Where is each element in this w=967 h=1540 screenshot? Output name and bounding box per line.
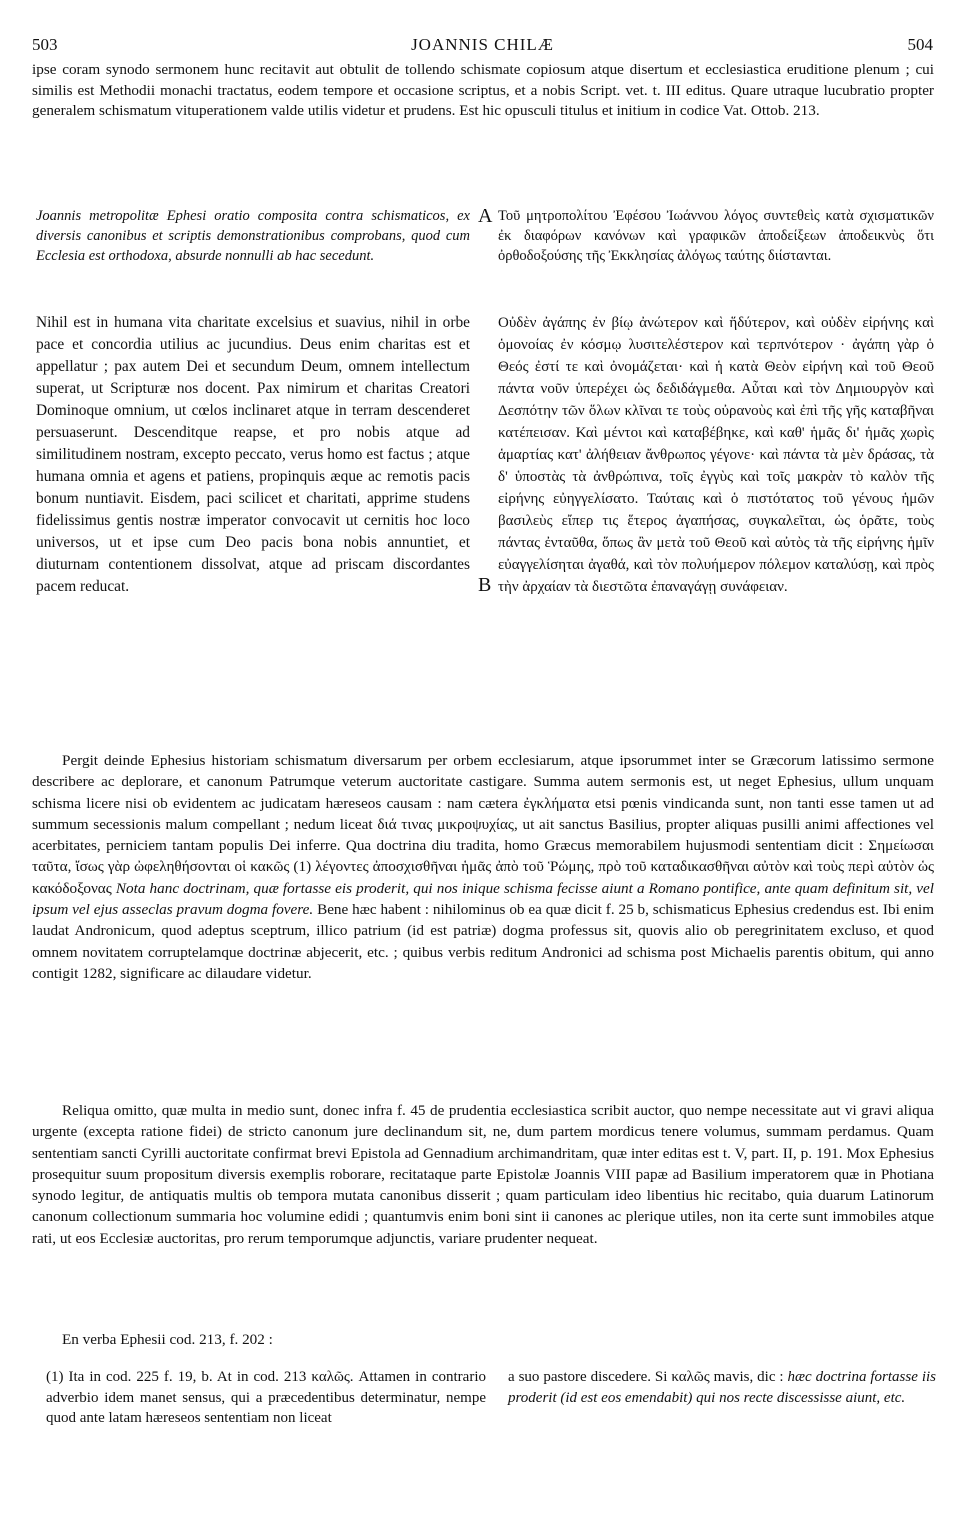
footnote-right	[508, 1367, 936, 1408]
running-title: JOANNIS CHILÆ	[411, 35, 554, 54]
greek-column-text: Οὐδὲν ἀγάπης ἐν βίῳ ἀνώτερον καὶ ἥδύτερον, καὶ οὐδὲν εἰρήνης καὶ ὁμονοίας ἐν κόσμῳ λυσιτελέστερον καὶ τερπνότερον · ἀγάπη γὰρ ὁ Θεός ἐστί τε καὶ ὀνομάζεται· καὶ ἡ κατὰ Θεὸν εἰρήνη καὶ τοῦ Θεοῦ πάντα νοῦν ὑπερέχει ὡς δεδιδάγμεθα. Αὗται καὶ τὸν Δημιουργὸν καὶ Δεσπότην τῶν ὅλων κλῖναι τε τοὺς οὐρανοὺς καὶ ἐπὶ τῆς γῆς καταβῆναι κατέπεισαν. Καὶ μέντοι καὶ καταβέβηκε, καὶ καθ' ἡμᾶς δι' ἡμᾶς χωρὶς ἁμαρτίας κατ' ἀλήθειαν ἄνθρωπος γέγονε· καὶ πάντα τὰ μὲν δράσας, τὰ δ' ὑποστὰς τὰ ἀνθρώπινα, τοῖς ἐγγὺς καὶ τοῖς μακρὰν τὸ καλὸν τῆς εἰρήνης εὐηγγελίσατο. Ταύταις καὶ ὁ πιστότατος τοῦ γένους ἡμῶν βασιλεὺς εἴπερ τις ἕτερος ἀγαπήσας, συγκαλεῖται, ὡς ὁρᾶτε, τοὺς πάντας ἐνταῦθα, ὅπως ἂν μετὰ τοῦ Θεοῦ καὶ αὐτὸς τὰ τῆς εἰρήνης ἡμῖν εὐαγγελίσηται ἀγαθά, καὶ τὸν πολυήμερον πόλεμον καταλύσῃ, καὶ πρὸς τὴν ἀρχαίαν τὰ διεστῶτα ἐπαναγάγῃ συνάφειαν.	[498, 315, 934, 595]
page-number-right: 504	[907, 35, 933, 54]
body-paragraph-1-end: Bene hæc habent : nihilominus ob ea quæ dicit f. 25 b, schismaticus Ephesius credendus est. Ibi enim laudat Andronicum, quod adeptus sceptrum, illico patrium (id est patriæ) dogma professus sit, quovis alio ob peregrinitatem excluso, et quod omnem novitatem corruptelamque doctrinæ abjecerit, etc. ; quibus verbis reditum Andronici ad schisma post Michaelis parentis obitum, qui anno contigit 1282, significare ac dilaudare videtur.	[32, 901, 935, 982]
margin-marker-a: A	[478, 205, 493, 227]
body-paragraph-1-italic: Nota hanc doctrinam, quæ fortasse eis proderit, qui nos inique schisma fecisse aiunt a Romano pontifice, ante quam definitum sit, vel ipsum vel ejus asseclas pravum dogma fovere.	[32, 879, 934, 919]
greek-title: Τοῦ μητροπολίτου Ἐφέσου Ἰωάννου λόγος συντεθεὶς κατὰ σχισματικῶν ἐκ διαφόρων κανόνων καὶ γραφικῶν ἀποδείξεων ἀποδεικνὺς ὅτι ὀρθοδοξούσης τῆς Ἐκκλησίας ἀλόγως ταύτης διίστανται.	[498, 208, 934, 264]
footnote-right-italic: hæc doctrina fortasse iis proderit (id est eos emendabit) qui nos recte discessisse aiunt, etc.	[508, 1369, 936, 1406]
body-paragraph-2: Reliqua omitto, quæ multa in medio sunt, donec infra f. 45 de prudentia ecclesiastica scribit auctor, quo nempe necessitate aut vi gravi aliqua urgente (excepta ratione fidei) de stricto canonum jure declinandum sit, ne, dum partem mordicus tenere volumus, summam perdamus. Quam sententiam sancti Cyrilli auctoritate confirmat brevi Epistola ad Gennadium archimandritam, quæ inter editas est t. V, part. II, p. 191. Mox Ephesius prosequitur suum propositum diversis exemplis roborare, recitataque parte Epistolæ Joannis VIII papæ ad Basilium imperatorem quæ in Photiana synodo legitur, de antiquatis multis ob tempora mutata canonibus disserit ; quam particulam ideo libentius hic recitabo, quia duarum Latinorum canonum collectionum summaria hoc volumine edidi ; quantumvis enim boni sint ii canones ac plerique utiles, non ita certe sunt immobiles atque rati, ut eos Ecclesiæ auctoritas, pro rerum temporumque adjunctis, variare prudenter nequeat.	[32, 1102, 934, 1247]
latin-title: Joannis metropolitæ Ephesi oratio composita contra schismaticos, ex diversis canonibus et scriptis demonstrationibus comprobans, quod cum Ecclesia est orthodoxa, absurde nonnulli ab hac secedunt.	[36, 208, 470, 264]
footnote-left: (1) Ita in cod. 225 f. 19, b. At in cod. 213 καλῶς. Attamen in contrario adverbio idem manet sensus, qui a præcedentibus determinatur, nempe quod ante latam hæreseos sententiam non liceat	[46, 1369, 486, 1426]
body-paragraph-1	[32, 750, 934, 984]
margin-marker-b: B	[478, 574, 492, 596]
running-head	[32, 34, 933, 56]
intro-paragraph: ipse coram synodo sermonem hunc recitavit aut obtulit de tollendo schismate copiosum atque disertum et ecclesiastica eruditione plenum ; cui similis est Methodii monachi tractatus, eodem tempore et occasione scriptus, et a nobis Script. vet. t. III editus. Quare utraque lucubratio propter generalem schismatum vituperationem valde utilis videtur et prudens. Est hic opusculi titulus et initium in codice Vat. Ottob. 213.	[32, 61, 934, 120]
page-number-left: 503	[32, 35, 58, 54]
footnote-right-plain: a suo pastore discedere. Si καλῶς mavis, dic :	[508, 1369, 784, 1385]
body-paragraph-3: En verba Ephesii cod. 213, f. 202 :	[62, 1331, 273, 1348]
body-paragraph-1-text: Pergit deinde Ephesius historiam schismatum diversarum per orbem ecclesiarum, atque ipsorummet inter se Græcorum latissimo sermone describere ac deplorare, et canonum Patrumque veterum auctoritate castigare. Summa autem sermonis est, ut neget Ephesius, ullum unquam schisma licere nisi ob evidentem ac judicatam hæreseos causam : nam cætera ἐγκλήματα etsi pœnis vindicanda sunt, non tanti esse tamen ut ad summum secessionis malum compellant ; nedum liceat διά τινας μικροψυχίας, ut ait sanctus Basilius, propter aliquas pusilli animi affectiones vel acerbitates, perniciem tantam populis Dei inferre. Qua doctrina diu tradita, homo Græcus memorabilem hujusmodi sententiam dicit : Σημείωσαι ταῦτα, ἴσως γὰρ ὠφεληθήσονται οἱ κακῶς (1) λέγοντες ἀποσχισθῆναι ἡμᾶς ἀπὸ τοῦ Ῥώμης, πρὸ τοῦ καταδικασθῆναι αὐτὸν καὶ τοὺς περὶ αὐτὸν ὡς κακόδοξονας	[32, 752, 934, 897]
latin-column-text: Nihil est in humana vita charitate excelsius et suavius, nihil in orbe pace et concordia utilius ac jucundius. Deus enim charitas est et appellatur ; pax autem Dei et secundum Deum, omnem intellectum superat, ut Scripturæ nos docent. Pax nimirum et charitas Creatori Dominoque omnium, ut cœlos inclinaret atque in terram descenderet persuaserunt. Descenditque reapse, et pro nobis atque ad similitudinem nostram, excepto peccato, verus homo est factus ; atque humana omnia et agens et patiens, propinquis æque ac remotis pacis bonum nuntiavit. Eisdem, paci scilicet et charitati, apprime studens fidelissimus gentis nostræ imperator convocavit ut cernitis hoc loco universos, ut et ipse cum Deo pacis bona nobis annuntiet, et diuturnam contentionem dissolvat, atque ad priscam discordantes pacem reducat.	[36, 314, 470, 595]
